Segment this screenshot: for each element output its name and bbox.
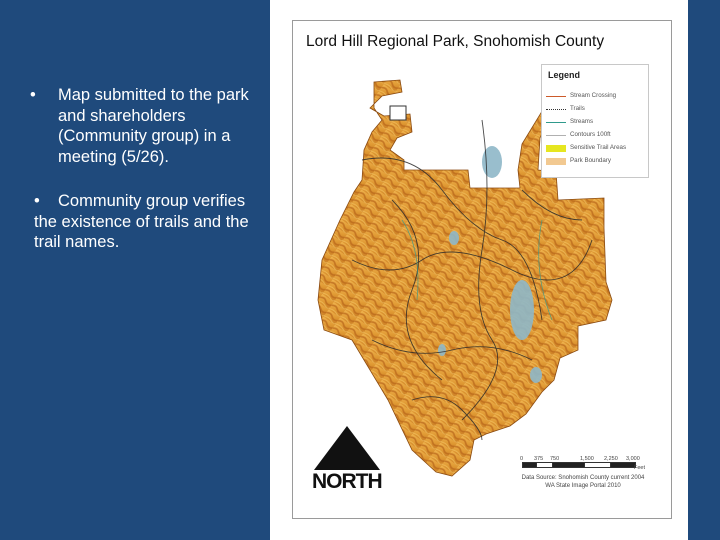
data-source-line: WA State Image Portal 2010 <box>545 482 621 489</box>
legend-label: Stream Crossing <box>570 92 617 99</box>
bullet-item-2 <box>34 191 254 253</box>
north-label: NORTH <box>312 470 382 493</box>
bullet-text: Map submitted to the park and shareholders (Community group) in a meeting (5/26). <box>58 86 249 166</box>
scale-tick: 0 <box>520 456 524 462</box>
bullet-symbol: • <box>30 86 36 104</box>
legend-label: Contours 100ft <box>570 131 611 138</box>
scale-tick: 2,250 <box>604 456 618 462</box>
north-arrow <box>312 426 382 496</box>
map-legend <box>541 64 649 178</box>
legend-swatch <box>546 122 566 123</box>
legend-label: Sensitive Trail Areas <box>570 144 627 151</box>
legend-swatch <box>546 109 566 110</box>
scale-segment <box>552 462 586 468</box>
north-arrow-icon <box>314 426 380 470</box>
scale-bar <box>520 462 644 470</box>
bullet-text: Community group verifies the existence of trails and the trail names. <box>34 192 249 251</box>
legend-item-streams <box>546 117 646 128</box>
legend-item-contours <box>546 130 646 141</box>
legend-swatch <box>546 145 566 152</box>
legend-title: Legend <box>548 70 581 80</box>
text-panel <box>0 0 270 540</box>
legend-label: Streams <box>570 118 594 125</box>
scale-tick: 750 <box>550 456 560 462</box>
scale-tick: 1,500 <box>580 456 594 462</box>
inset-box <box>390 106 406 120</box>
scale-segment <box>584 462 612 468</box>
legend-item-park-boundary <box>546 156 646 167</box>
legend-swatch <box>546 135 566 136</box>
scale-tick: 375 <box>534 456 544 462</box>
data-source <box>513 475 653 490</box>
legend-swatch <box>546 158 566 165</box>
legend-item-sensitive-areas <box>546 143 646 154</box>
scale-tick: 3,000 <box>626 456 640 462</box>
scale-unit: Feet <box>634 465 646 471</box>
legend-label: Trails <box>570 105 585 112</box>
legend-item-stream-crossing <box>546 91 646 102</box>
legend-item-trails <box>546 104 646 115</box>
bullet-symbol: • <box>34 192 40 210</box>
scale-segment <box>610 462 636 468</box>
legend-swatch <box>546 96 566 97</box>
legend-label: Park Boundary <box>570 157 611 164</box>
data-source-line: Data Source: Snohomish County current 2004 <box>521 475 645 481</box>
map-title: Lord Hill Regional Park, Snohomish County <box>306 33 605 50</box>
right-border-strip <box>688 0 720 540</box>
